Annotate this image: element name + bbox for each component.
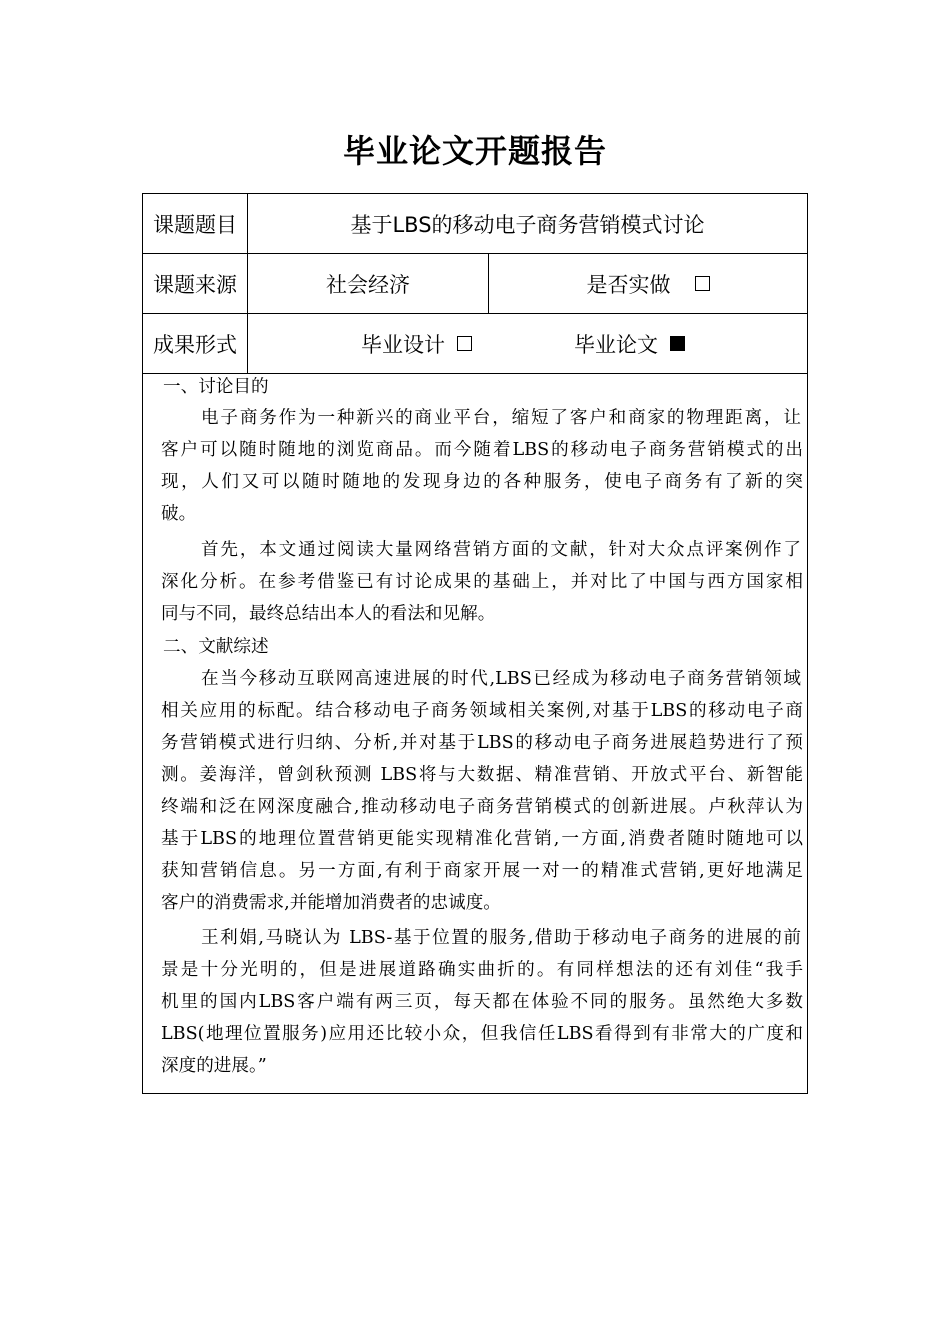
outcome-option-thesis[interactable] (574, 314, 685, 373)
paragraph-line: 客户的消费需求,并能增加消费者的忠诚度。 (161, 893, 501, 913)
paragraph-line: 首先，本文通过阅读大量网络营销方面的文献，针对大众点评案例作了 (201, 540, 801, 560)
paragraph-line: 在当今移动互联网高速进展的时代,LBS已经成为移动电子商务营销领域 (201, 669, 801, 689)
outcome-options (248, 314, 807, 373)
paragraph-line: 深度的进展。” (161, 1056, 267, 1076)
source-row (143, 254, 807, 314)
outcome-option-thesis-label: 毕业论文 (574, 332, 658, 357)
paragraph-line: 终端和泛在网深度融合,推动移动电子商务营销模式的创新进展。卢秋萍认为 (161, 797, 803, 817)
paragraph-line: 破。 (161, 504, 197, 524)
design-checkbox[interactable] (457, 336, 472, 351)
paragraph-line: 基于LBS的地理位置营销更能实现精准化营销,一方面,消费者随时随地可以 (161, 829, 803, 849)
topic-label: 课题题目 (143, 194, 248, 253)
paragraph-line: 机里的国内LBS客户端有两三页，每天都在体验不同的服务。虽然绝大多数 (161, 992, 803, 1012)
outcome-option-design[interactable] (361, 314, 472, 373)
source-value: 社会经济 (248, 254, 489, 313)
section-heading-literature: 二、文献综述 (163, 637, 269, 657)
proposal-form (142, 193, 808, 1094)
thesis-checkbox[interactable] (670, 336, 685, 351)
paragraph-line: 测。姜海洋，曾剑秋预测 LBS将与大数据、精准营销、开放式平台、新智能 (161, 765, 803, 785)
paragraph-line: 王利娟,马晓认为 LBS-基于位置的服务,借助于移动电子商务的进展的前 (201, 928, 801, 948)
paragraph-line: LBS(地理位置服务)应用还比较小众，但我信任LBS看得到有非常大的广度和 (161, 1024, 803, 1044)
paragraph-line: 获知营销信息。另一方面,有利于商家开展一对一的精准式营销,更好地满足 (161, 861, 803, 881)
outcome-label: 成果形式 (143, 314, 248, 373)
paragraph-line: 电子商务作为一种新兴的商业平台，缩短了客户和商家的物理距离，让 (201, 408, 801, 428)
paragraph-line: 相关应用的标配。结合移动电子商务领域相关案例,对基于LBS的移动电子商 (161, 701, 803, 721)
topic-value: 基于LBS的移动电子商务营销模式讨论 (350, 212, 705, 237)
outcome-option-design-label: 毕业设计 (361, 332, 445, 357)
outcome-row (143, 314, 807, 374)
source-label: 课题来源 (143, 254, 248, 313)
paragraph-line: 深化分析。在参考借鉴已有讨论成果的基础上，并对比了中国与西方国家相 (161, 572, 803, 592)
document-title: 毕业论文开题报告 (342, 132, 607, 170)
paragraph-line: 务营销模式进行归纳、分析,并对基于LBS的移动电子商务进展趋势进行了预 (161, 733, 803, 753)
paragraph-line: 景是十分光明的，但是进展道路确实曲折的。有同样想法的还有刘佳“我手 (161, 960, 803, 980)
paragraph-line: 现，人们又可以随时随地的发现身边的各种服务，使电子商务有了新的突 (161, 472, 803, 492)
practice-label: 是否实做 (586, 272, 671, 297)
practice-field (489, 254, 807, 313)
paragraph-line: 同与不同，最终总结出本人的看法和见解。 (161, 604, 496, 624)
section-heading-purpose: 一、讨论目的 (163, 377, 269, 397)
topic-row (143, 194, 807, 254)
paragraph-line: 客户可以随时随地的浏览商品。而今随着LBS的移动电子商务营销模式的出 (161, 440, 803, 460)
practice-checkbox[interactable] (695, 276, 710, 291)
